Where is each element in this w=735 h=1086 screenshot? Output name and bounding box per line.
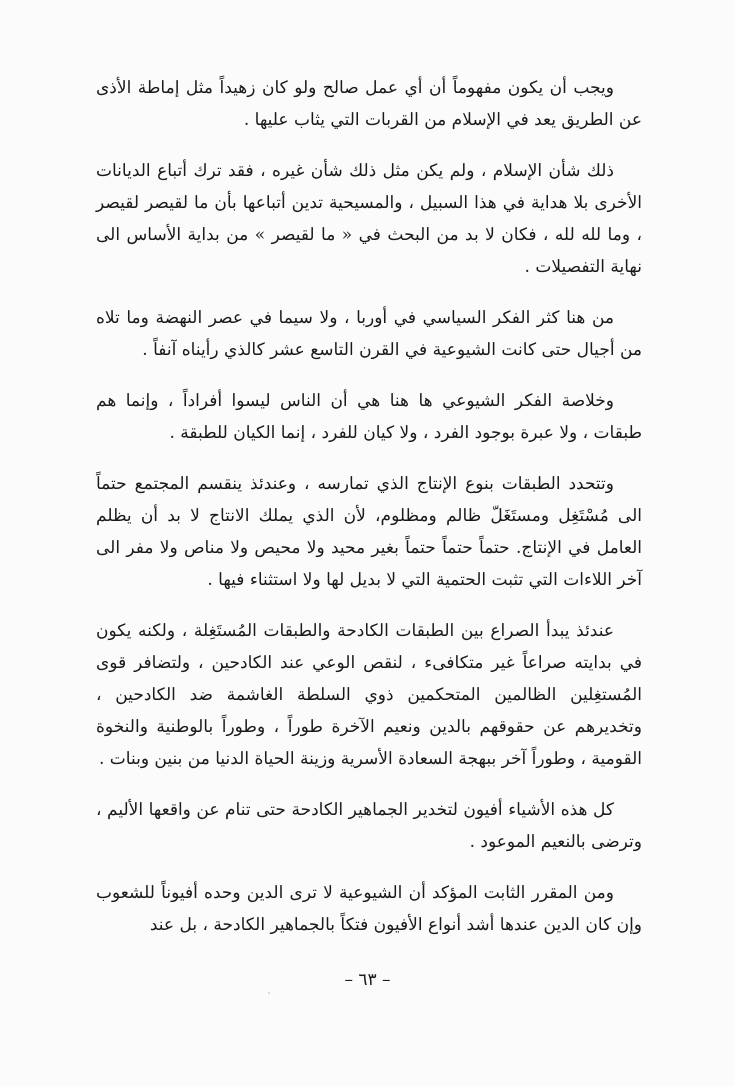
paragraph-7: كل هذه الأشياء أفيون لتخدير الجماهير الكادحة حتى تنام عن واقعها الأليم ، وترضى بالنعيم الموعود . bbox=[96, 800, 642, 852]
paragraph-3: من هنا كثر الفكر السياسي في أوربا ، ولا سيما في عصر النهضة وما تلاه من أجيال حتى كانت الشيوعية في القرن التاسع عشر كالذي رأيناه آنفاً . bbox=[96, 308, 642, 360]
paragraph-6: عندئذ يبدأ الصراع بين الطبقات الكادحة والطبقات المُستَغِلة ، ولكنه يكون في بدايته صراعاً غير متكافىء ، لنقص الوعي عند الكادحين ، ولتضافر قوى المُستغِلين الظالمين المتحكمين ذوي السلطة الغاشمة ضد الكادحين ، وتخديرهم عن حقوقهم بالدين ونعيم الآخرة طوراً ، وطوراً بالوطنية والنخوة القومية ، وطوراً آخر ببهجة السعادة الأسرية وزينة الحياة الدنيا من بنين وبنات . bbox=[96, 621, 642, 769]
paragraph-4: وخلاصة الفكر الشيوعي ها هنا هي أن الناس ليسوا أفراداً ، وإنما هم طبقات ، ولا عبرة بوجود الفرد ، ولا كيان للفرد ، إنما الكيان للطبقة . bbox=[96, 391, 642, 443]
paragraph-8: ومن المقرر الثابت المؤكد أن الشيوعية لا ترى الدين وحده أفيوناً للشعوب وإن كان الدين عندها أشد أنواع الأفيون فتكاً بالجماهير الكادحة ، بل عند bbox=[96, 883, 642, 935]
page-number: – ٦٣ – bbox=[344, 970, 391, 990]
body-text bbox=[96, 72, 642, 960]
paragraph-5: وتتحدد الطبقات بنوع الإنتاج الذي تمارسه ، وعندئذ ينقسم المجتمع حتماً الى مُسْتَغِل ومستَغَلّ ظالم ومظلوم، لأن الذي يملك الانتاج لا بد أن يظلم العامل في الإنتاج. حتماً حتماً حتماً بغير محيد ولا محيص ولا مناص ولا مفر الى آخر اللاءات التي تثبت الحتمية التي لا بديل لها ولا استثناء فيها . bbox=[96, 474, 642, 590]
scan-speck bbox=[268, 992, 270, 994]
paragraph-2: ذلك شأن الإسلام ، ولم يكن مثل ذلك شأن غيره ، فقد ترك أتباع الديانات الأخرى بلا هداية في هذا السبيل ، والمسيحية تدين أتباعها بأن ما لقيصر لقيصر ، وما لله لله ، فكان لا بد من البحث في « ما لقيصر » من بداية الأساس الى نهاية التفصيلات . bbox=[96, 161, 642, 277]
paragraph-1: ويجب أن يكون مفهوماً أن أي عمل صالح ولو كان زهيداً مثل إماطة الأذى عن الطريق يعد في الإسلام من القربات التي يثاب عليها . bbox=[96, 78, 642, 130]
